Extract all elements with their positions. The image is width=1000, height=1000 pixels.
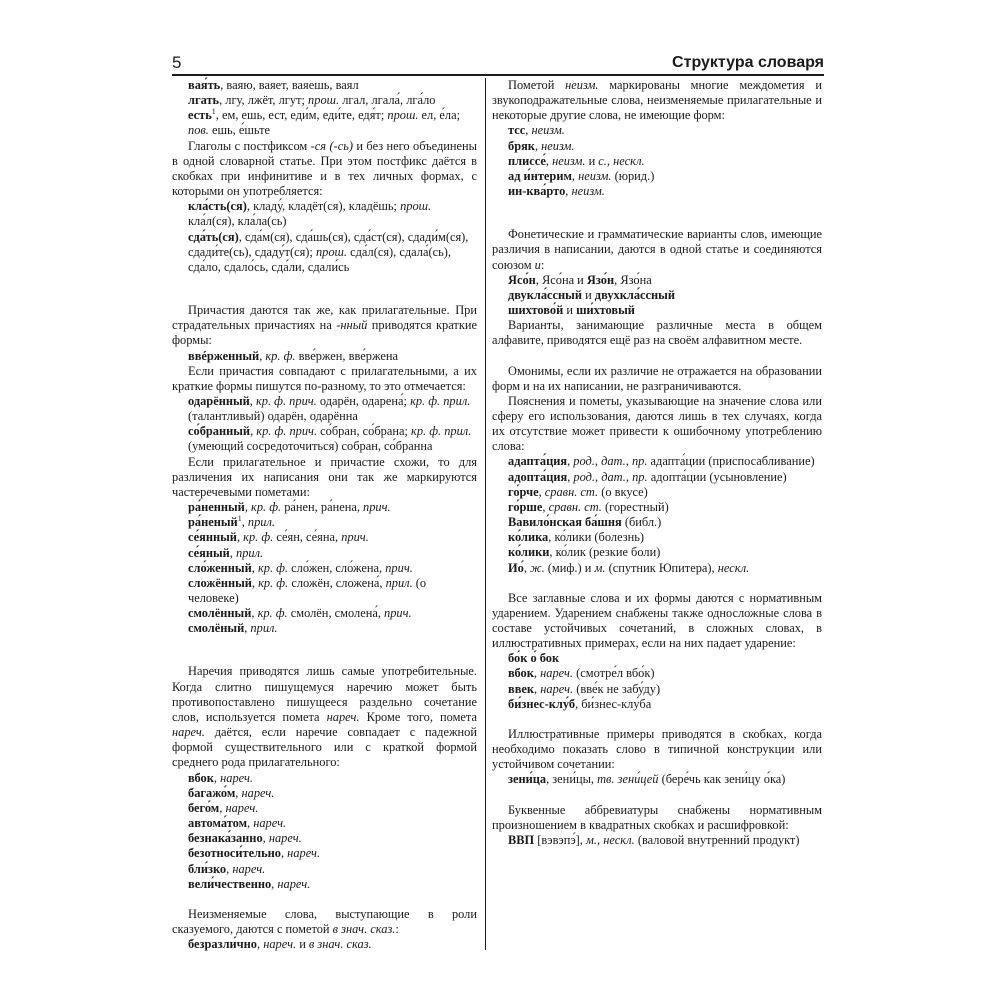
paragraph: Пометой неизм. маркированы многие междометия и звукоподражательные слова, неизменяемые прилагательные и некоторые другие слова, не имеющие форм: (492, 78, 822, 123)
entry: одарённый, кр. ф. прич. одарён, одарена́; кр. ф. прил. (талантливый) одарён, одарённа (188, 393, 471, 424)
entry: безразли́чно, нареч. и в знач. сказ. (188, 937, 372, 952)
left-column (172, 78, 477, 952)
entry: ра́ненный, кр. ф. ра́нен, ра́нена, прич. (188, 500, 391, 515)
paragraph: Наречия приводятся лишь самые употребительные. Когда слитно пишущемуся наречию может быть противопоставлено пишущееся раздельно сочетание слов, используется помета нареч. Кроме того, помета нареч. даётся, если наречие совпадает с падежной формой существительного или с краткой формой среднего рода прилагательного: (172, 664, 477, 770)
paragraph: Пояснения и пометы, указывающие на значение слова или сферу его использования, даются лишь в тех случаях, когда их отсутствие может привести к ошибочному употреблению слова: (492, 393, 822, 454)
paragraph: Все заглавные слова и их формы даются с нормативным ударением. Ударением снабжены также односложные слова в составе устойчивых сочетаний, в сложных словах, в иллюстративных примерах, если на них падает ударение: (492, 590, 822, 651)
entry: лгать, лгу, лжёт, лгут; прош. лгал, лгала́, лга́ло (188, 93, 436, 108)
running-title: Структура словаря (672, 54, 824, 71)
entry: Вавило́нская ба́шня (библ.) (508, 515, 662, 530)
entry: ин-ква́рто, неизм. (508, 184, 605, 199)
entry: двукла́ссный и двухкла́ссный (508, 287, 675, 302)
entry: вая́ть, ваяю, ваяет, ваяешь, ваял (188, 78, 359, 92)
entry: ввéрженный, кр. ф. вве́ржен, вве́ржена (188, 348, 398, 363)
entry: бо́к о́ бок (508, 651, 560, 666)
entry: вели́чественно, нареч. (188, 876, 311, 891)
entry: безнака́занно, нареч. (188, 831, 302, 846)
entry: Ясо́н, Ясо́на и Язо́н, Язо́на (508, 272, 652, 287)
entry: смолёный, прил. (188, 621, 278, 636)
entry: вбок, нареч. (188, 770, 253, 785)
entry: сда́ть(ся), сда́м(ся), сда́шь(ся), сда́ст(ся), сдади́м(ся), сдади́те(сь), сдаду́т(ся); прош. сда́л(ся), сдала́(сь), сда́ло, сдало́сь, сда́ли, сдали́сь (188, 229, 469, 274)
right-column (492, 78, 822, 848)
entry: би́знес-клу́б, би́знес-клу́ба (508, 696, 652, 711)
entry: вбок, нареч. (смотре́л вбо́к) (508, 666, 655, 681)
entry: шихтово́й и ши́хтовый (508, 303, 635, 318)
entry: безотноси́тельно, нареч. (188, 846, 321, 861)
entry: ко́лика, ко́лики (болезнь) (508, 530, 645, 545)
entry: со́бранный, кр. ф. прич. со́бран, со́брана; кр. ф. прил. (умеющий сосредоточиться) собран, со́бранна (188, 424, 472, 454)
entry: зени́ца, зени́цы, тв. зени́цей (бере́чь как зени́цу о́ка) (508, 772, 786, 787)
entry: есть$^1$, ем, ешь, ест, еди́м, еди́те, едя́т; прош. ел, е́ла; пов. ешь, е́шьте (188, 107, 461, 138)
paragraph: Фонетические и грамматические варианты слов, имеющие различия в написании, даются в одной статье и соединяются союзом и: (492, 227, 822, 272)
paragraph: Буквенные аббревиатуры снабжены нормативным произношением в квадратных скобках и расшифровкой: (492, 802, 822, 832)
entry: бряк, неизм. (508, 138, 575, 153)
entry: се́янный, кр. ф. се́ян, се́яна, прич. (188, 530, 369, 545)
entry: кла́сть(ся), кладу́, кладёт(ся), кладёшь; прош. кла́л(ся), кла́ла(сь) (188, 199, 432, 229)
header-rule (172, 74, 824, 76)
paragraph: Варианты, занимающие различные места в общем алфавите, приводятся ещё раз на своём алфавитном месте. (492, 318, 822, 348)
entry: сло́женный, кр. ф. сло́жен, сло́жена, прич. (188, 560, 413, 575)
paragraph: Неизменяемые слова, выступающие в роли сказуемого, даются с пометой в знач. сказ.: (172, 906, 477, 936)
entry: ра́неный$^1$, прил. (188, 514, 275, 530)
paragraph: Если причастия совпадают с прилагательными, а их краткие формы пишутся по-разному, то это отмечается: (172, 363, 477, 393)
paragraph: Иллюстративные примеры приводятся в скобках, когда необходимо показать слово в типичной конструкции или устойчивом сочетании: (492, 726, 822, 772)
entry: смолённый, кр. ф. смолён, смолена́, прич. (188, 606, 412, 621)
entry: Ио́, ж. (миф.) и м. (спутник Юпитера), нескл. (508, 560, 750, 575)
entry: го́рше, сравн. ст. (горестный) (508, 499, 669, 514)
entry: ВВП [вэвэпэ́], м., нескл. (валовой внутренний продукт) (508, 832, 800, 847)
entry: адапта́ция, род., дат., пр. адапта́ции (приспосабливание) (508, 454, 815, 469)
entry: ввек, нареч. (вве́к не забу́ду) (508, 681, 661, 696)
paragraph: Омонимы, если их различие не отражается на образовании форм и на их написании, не разграничиваются. (492, 363, 822, 393)
paragraph: Глаголы с постфиксом -ся (-сь) и без него объединены в одной словарной статье. При этом постфикс даётся в скобках при инфинитиве и в тех личных формах, с которыми он употребляется: (172, 138, 477, 199)
entry: бего́м, нареч. (188, 800, 259, 815)
entry: ад и́нтерим, неизм. (юрид.) (508, 168, 655, 183)
entry: сложённый, кр. ф. сложён, сложена́, прил. (о человеке) (188, 575, 427, 605)
entry: бли́зко, нареч. (188, 861, 266, 876)
column-divider (485, 78, 486, 950)
entry: адопта́ция, род., дат., пр. адопта́ции (усыновление) (508, 469, 787, 484)
entry: ко́лики, ко́лик (резкие боли) (508, 545, 661, 560)
page-number: 5 (172, 53, 182, 72)
paragraph: Причастия даются так же, как прилагательные. При страдательных причастиях на -нный приводятся краткие формы: (172, 303, 477, 348)
entry: тсс, неизм. (508, 123, 565, 138)
entry: автома́том, нареч. (188, 816, 287, 831)
entry: се́яный, прил. (188, 545, 264, 560)
entry: плиссе́, неизм. и с., нескл. (508, 153, 645, 168)
entry: го́рче, сравн. ст. (о вкусе) (508, 484, 648, 499)
paragraph: Если прилагательное и причастие схожи, то для различения их написания они так же маркируются частеречевыми пометами: (172, 454, 477, 499)
entry: багажо́м, нареч. (188, 785, 275, 800)
